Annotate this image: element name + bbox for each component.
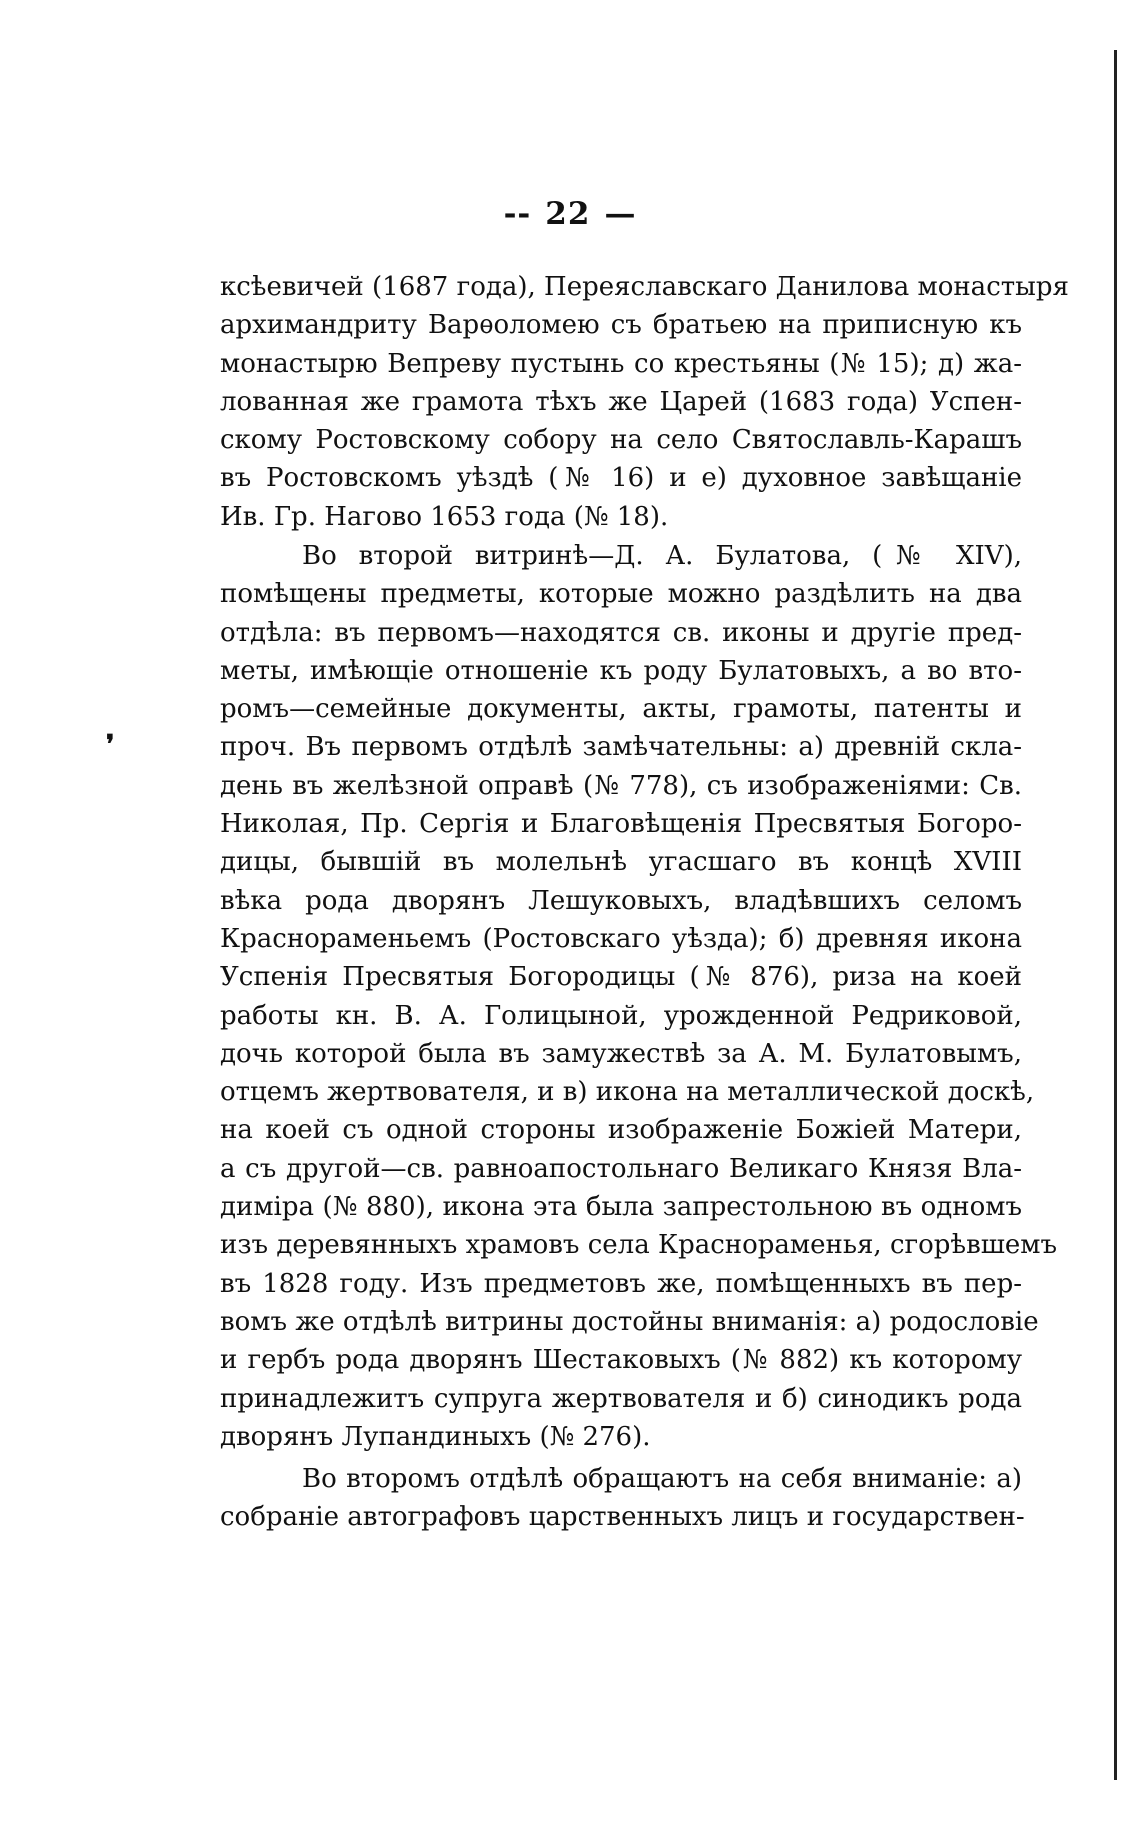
text-line: монастырю Вепреву пустынь со крестьяны (№ 15); д) жа- xyxy=(220,348,1022,379)
text-line: дочь которой была въ замужествѣ за А. М. Булатовымъ, xyxy=(220,1038,1022,1069)
margin-mark: ❜ xyxy=(106,730,115,760)
text-line: на коей съ одной стороны изображеніе Божіей Матери, xyxy=(220,1115,1022,1146)
paragraph-3 xyxy=(220,1460,1025,1537)
text-line: работы кн. В. А. Голицыной, урожденной Редриковой, xyxy=(220,1000,1022,1031)
text-line: меты, имѣющіе отношеніе къ роду Булатовыхъ, а во вто- xyxy=(220,655,1022,686)
text-line: диміра (№ 880), икона эта была запрестольною въ одномъ xyxy=(220,1192,1022,1223)
text-line: въ Ростовскомъ уѣздѣ (№ 16) и е) духовное завѣщаніе xyxy=(220,463,1022,494)
text-line: ксѣевичей (1687 года), Переяславскаго Данилова монастыря xyxy=(220,272,1069,302)
text-line: скому Ростовскому собору на село Святославль-Карашъ xyxy=(220,425,1022,456)
text-line: отцемъ жертвователя, и в) икона на металлической доскѣ, xyxy=(220,1077,1035,1108)
text-line: въ 1828 году. Изъ предметовъ же, помѣщенныхъ въ пер- xyxy=(220,1268,1022,1299)
page-number: 22 xyxy=(545,196,591,232)
text-line: Краснораменьемъ (Ростовскаго уѣзда); б) древняя икона xyxy=(220,923,1022,954)
text-line: изъ деревянныхъ храмовъ села Краснораменья, сгорѣвшемъ xyxy=(220,1230,1058,1261)
text-line: проч. Въ первомъ отдѣлѣ замѣчательны: а) древній скла- xyxy=(220,732,1022,763)
text-line: Успенія Пресвятыя Богородицы (№ 876), риза на коей xyxy=(220,962,1022,993)
header-left-dash: -- xyxy=(503,196,532,232)
paragraph-2 xyxy=(220,537,1058,1456)
text-line: помѣщены предметы, которые можно раздѣлить на два xyxy=(220,579,1022,610)
page-number-header xyxy=(0,196,1140,232)
text-line: а съ другой—св. равноапостольнаго Великаго Князя Вла- xyxy=(220,1153,1022,1184)
text-line: Во второмъ отдѣлѣ обращаютъ на себя вниманіе: а) xyxy=(302,1464,1022,1494)
text-line: дворянъ Лупандиныхъ (№ 276). xyxy=(220,1421,651,1452)
text-line: Николая, Пр. Сергія и Благовѣщенія Пресвятыя Богоро- xyxy=(220,809,1022,840)
text-line: собраніе автографовъ царственныхъ лицъ и государствен- xyxy=(220,1502,1025,1533)
text-line: архимандриту Варѳоломею съ братьею на приписную къ xyxy=(220,310,1022,341)
page-edge-rule xyxy=(1114,50,1117,1780)
text-line: отдѣла: въ первомъ—находятся св. иконы и другіе пред- xyxy=(220,617,1022,648)
text-line: Ив. Гр. Нагово 1653 года (№ 18). xyxy=(220,501,669,532)
text-line: дицы, бывшій въ молельнѣ угасшаго въ концѣ XVIII xyxy=(220,847,1022,878)
text-line: день въ желѣзной оправѣ (№ 778), съ изображеніями: Св. xyxy=(220,770,1022,801)
text-line: ромъ—семейные документы, акты, грамоты, патенты и xyxy=(220,694,1022,725)
text-line: лованная же грамота тѣхъ же Царей (1683 года) Успен- xyxy=(220,386,1022,417)
text-line: Во второй витринѣ—Д. А. Булатова, (№ XIV), xyxy=(302,541,1022,571)
header-right-dash: — xyxy=(604,196,637,232)
text-line: вомъ же отдѣлѣ витрины достойны вниманія: а) родословіе xyxy=(220,1306,1039,1337)
text-line: и гербъ рода дворянъ Шестаковыхъ (№ 882) къ которому xyxy=(220,1345,1022,1376)
paragraph-1 xyxy=(220,268,1069,536)
text-line: принадлежитъ супруга жертвователя и б) синодикъ рода xyxy=(220,1383,1022,1414)
text-line: вѣка рода дворянъ Лешуковыхъ, владѣвшихъ селомъ xyxy=(220,885,1022,916)
